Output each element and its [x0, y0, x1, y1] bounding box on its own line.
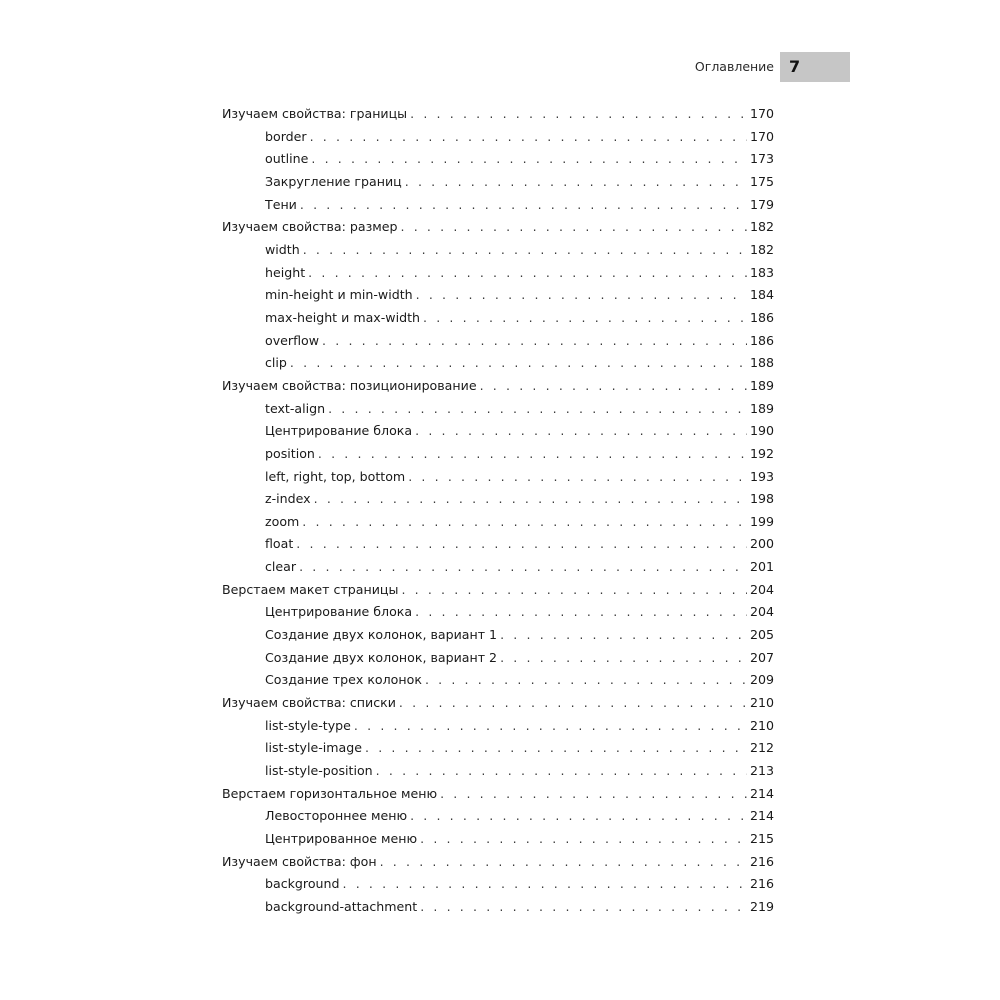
dot-leader [401, 579, 747, 602]
toc-subsection-entry[interactable] [222, 307, 774, 330]
toc-entry-title: min-height и min-width [265, 287, 413, 303]
toc-entry-page-number: 198 [749, 491, 774, 507]
dot-leader [420, 828, 747, 851]
toc-subsection-entry[interactable] [222, 737, 774, 760]
toc-entry-title: background [265, 876, 340, 892]
toc-entry-title: border [265, 128, 307, 144]
toc-entry-title: clear [265, 559, 297, 575]
toc-entry-page-number: 210 [749, 695, 774, 711]
toc-entry-title: Закругление границ [265, 173, 402, 189]
toc-entry-title: width [265, 241, 300, 257]
toc-entry-page-number: 212 [749, 740, 774, 756]
toc-section-entry[interactable] [222, 103, 774, 126]
dot-leader [425, 669, 747, 692]
toc-subsection-entry[interactable] [222, 284, 774, 307]
toc-entry-title: Изучаем свойства: позиционирование [222, 377, 477, 393]
dot-leader [399, 692, 747, 715]
toc-entry-page-number: 186 [749, 332, 774, 348]
toc-entry-page-number: 207 [749, 649, 774, 665]
toc-subsection-entry[interactable] [222, 715, 774, 738]
toc-subsection-entry[interactable] [222, 669, 774, 692]
toc-subsection-entry[interactable] [222, 647, 774, 670]
dot-leader [299, 556, 747, 579]
toc-entry-page-number: 184 [749, 287, 774, 303]
toc-entry-page-number: 210 [749, 717, 774, 733]
toc-entry-title: Центрирование блока [265, 423, 413, 439]
toc-entry-title: list-style-type [265, 717, 351, 733]
toc-entry-title: Изучаем свойства: фон [222, 853, 377, 869]
dot-leader [322, 330, 747, 353]
toc-entry-title: background-attachment [265, 898, 418, 914]
toc-entry-title: Создание трех колонок [265, 672, 422, 688]
dot-leader [480, 375, 747, 398]
toc-subsection-entry[interactable] [222, 828, 774, 851]
toc-entry-page-number: 215 [749, 831, 774, 846]
toc-entry-title: Верстаем горизонтальное меню [222, 785, 438, 801]
toc-entry-page-number: 216 [749, 853, 774, 869]
page-number-tab [780, 52, 850, 82]
toc-subsection-entry[interactable] [222, 488, 774, 511]
toc-entry-title: Изучаем свойства: размер [222, 219, 398, 235]
toc-entry-page-number: 186 [749, 309, 774, 325]
toc-section-entry[interactable] [222, 692, 774, 715]
toc-subsection-entry[interactable] [222, 556, 774, 579]
dot-leader [290, 352, 747, 375]
dot-leader [415, 420, 747, 443]
toc-subsection-entry[interactable] [222, 533, 774, 556]
dot-leader [314, 488, 747, 511]
page-header [0, 52, 1000, 82]
toc-entry-title: left, right, top, bottom [265, 468, 406, 484]
dot-leader [328, 398, 747, 421]
toc-subsection-entry[interactable] [222, 873, 774, 896]
dot-leader [416, 284, 747, 307]
dot-leader [408, 466, 747, 489]
toc-subsection-entry[interactable] [222, 352, 774, 375]
toc-entry-page-number: 190 [749, 423, 774, 439]
dot-leader [354, 715, 747, 738]
toc-subsection-entry[interactable] [222, 443, 774, 466]
toc-entry-title: height [265, 264, 306, 280]
dot-leader [500, 624, 747, 647]
toc-entry-page-number: 201 [749, 559, 774, 575]
toc-entry-page-number: 179 [749, 196, 774, 212]
toc-entry-page-number: 192 [749, 445, 774, 461]
toc-entry-page-number: 219 [749, 898, 774, 914]
toc-entry-title: overflow [265, 332, 320, 348]
toc-entry-page-number: 193 [749, 468, 774, 484]
toc-entry-title: z-index [265, 491, 311, 507]
toc-entry-page-number: 204 [749, 581, 774, 597]
toc-entry-page-number: 170 [749, 106, 774, 121]
toc-section-entry[interactable] [222, 783, 774, 806]
toc-entry-page-number: 182 [749, 219, 774, 235]
dot-leader [302, 511, 747, 534]
toc-entry-title: Центрированное меню [265, 831, 418, 846]
toc-subsection-entry[interactable] [222, 148, 774, 171]
toc-subsection-entry[interactable] [222, 805, 774, 828]
toc-entry-page-number: 216 [749, 876, 774, 892]
toc-section-entry[interactable] [222, 375, 774, 398]
toc-subsection-entry[interactable] [222, 624, 774, 647]
dot-leader [365, 737, 747, 760]
toc-entry-title: Центрирование блока [265, 604, 413, 620]
toc-entry-title: max-height и max-width [265, 309, 421, 325]
toc-subsection-entry[interactable] [222, 194, 774, 217]
toc-entry-page-number: 205 [749, 627, 774, 643]
toc-entry-title: Создание двух колонок, вариант 1 [265, 627, 498, 643]
toc-subsection-entry[interactable] [222, 420, 774, 443]
dot-leader [318, 443, 747, 466]
toc-entry-title: text-align [265, 400, 326, 416]
dot-leader [420, 896, 747, 919]
toc-entry-title: position [265, 445, 315, 461]
toc-entry-page-number: 188 [749, 355, 774, 371]
toc-entry-page-number: 209 [749, 672, 774, 688]
toc-entry-page-number: 199 [749, 513, 774, 529]
toc-subsection-entry[interactable] [222, 171, 774, 194]
dot-leader [380, 851, 747, 874]
toc-entry-title: Левостороннее меню [265, 808, 408, 824]
toc-entry-title: outline [265, 151, 309, 167]
toc-entry-title: float [265, 536, 294, 552]
toc-entry-title: Тени [265, 196, 297, 212]
toc-entry-title: Изучаем свойства: списки [222, 695, 396, 711]
dot-leader [500, 647, 747, 670]
toc-entry-page-number: 189 [749, 377, 774, 393]
toc-entry-page-number: 189 [749, 400, 774, 416]
dot-leader [343, 873, 747, 896]
toc-entry-page-number: 183 [749, 264, 774, 280]
toc-section-entry[interactable] [222, 216, 774, 239]
toc-entry-title: clip [265, 355, 287, 371]
toc-subsection-entry[interactable] [222, 239, 774, 262]
toc-entry-title: Создание двух колонок, вариант 2 [265, 649, 498, 665]
toc-subsection-entry[interactable] [222, 601, 774, 624]
dot-leader [410, 103, 747, 126]
toc-entry-title: list-style-position [265, 763, 373, 779]
toc-subsection-entry[interactable] [222, 398, 774, 421]
toc-section-entry[interactable] [222, 851, 774, 874]
toc-entry-page-number: 173 [749, 151, 774, 167]
dot-leader [415, 601, 747, 624]
toc-subsection-entry[interactable] [222, 262, 774, 285]
dot-leader [296, 533, 747, 556]
toc-subsection-entry[interactable] [222, 760, 774, 783]
running-header-title: Оглавление [694, 59, 774, 74]
toc-entry-page-number: 175 [749, 173, 774, 189]
toc-entry-title: Изучаем свойства: границы [222, 106, 408, 121]
dot-leader [423, 307, 747, 330]
dot-leader [308, 262, 747, 285]
toc-subsection-entry[interactable] [222, 896, 774, 919]
toc-entry-title: list-style-image [265, 740, 363, 756]
toc-entry-page-number: 170 [749, 128, 774, 144]
toc-entry-page-number: 214 [749, 785, 774, 801]
dot-leader [376, 760, 747, 783]
toc-entry-page-number: 213 [749, 763, 774, 779]
dot-leader [310, 126, 747, 149]
toc-subsection-entry[interactable] [222, 466, 774, 489]
toc-subsection-entry[interactable] [222, 126, 774, 149]
toc-section-entry[interactable] [222, 579, 774, 602]
dot-leader [311, 148, 747, 171]
toc-entry-page-number: 214 [749, 808, 774, 824]
toc-subsection-entry[interactable] [222, 511, 774, 534]
dot-leader [405, 171, 747, 194]
toc-entry-page-number: 182 [749, 241, 774, 257]
toc-entry-title: zoom [265, 513, 300, 529]
dot-leader [410, 805, 747, 828]
toc-entry-title: Верстаем макет страницы [222, 581, 399, 597]
dot-leader [440, 783, 747, 806]
toc-subsection-entry[interactable] [222, 330, 774, 353]
toc-entry-page-number: 204 [749, 604, 774, 620]
table-of-contents [222, 103, 774, 919]
dot-leader [303, 239, 747, 262]
page-number: 7 [789, 57, 801, 76]
dot-leader [401, 216, 747, 239]
toc-entry-page-number: 200 [749, 536, 774, 552]
dot-leader [300, 194, 747, 217]
